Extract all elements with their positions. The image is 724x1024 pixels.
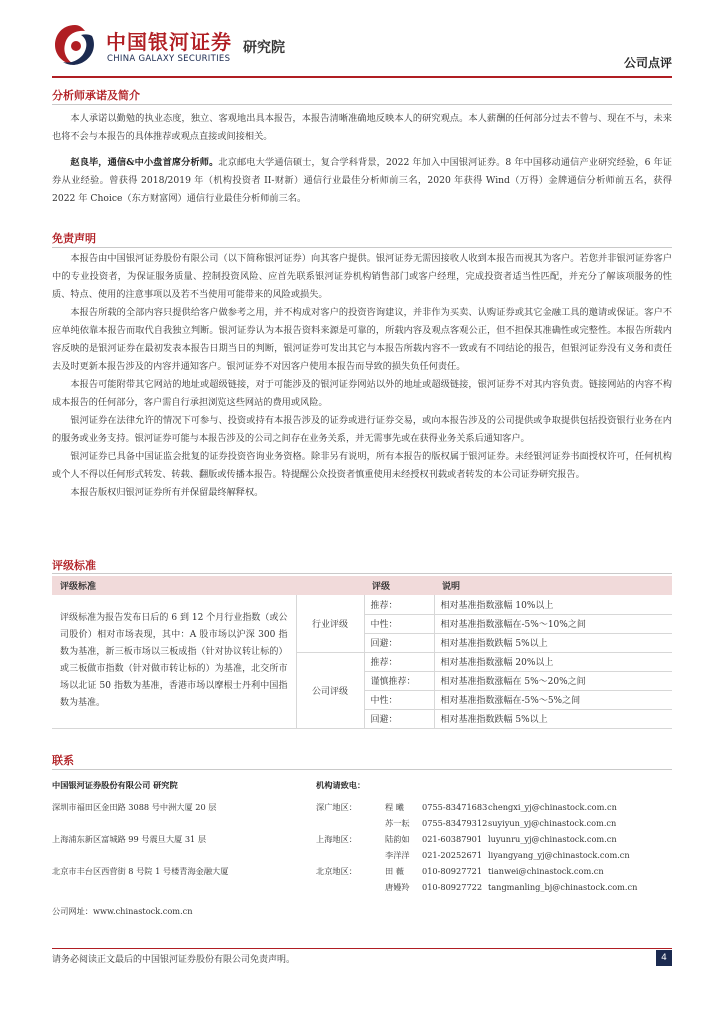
disclaimer-paragraph: 银河证券在法律允许的情况下可参与、投资或持有本报告涉及的证券或进行证券交易，或向本报告涉及的公司提供或争取提供包括投资银行业务在内的服务或业务支持。银河证券可能与本报告涉及的公司之间存在业务关系，并无需事先或在获得业务关系后通知客户。 [52,415,672,444]
table-row [52,595,672,614]
disclaimer-paragraph: 银河证券已具备中国证监会批复的证券投资咨询业务资格。除非另有说明，所有本报告的版权属于银河证券。未经银河证券书面授权许可，任何机构或个人不得以任何形式转发、转载、翻版或传播本报告。特提醒公众投资者慎重使用未经授权刊载或者转发的本公司证券研究报告。 [52,451,672,480]
rating-header-blank [296,576,364,595]
contact-email[interactable]: liyangyang_yj@chinastock.com.cn [488,850,630,860]
rating-value: 回避： [364,709,434,728]
page-header [0,0,724,80]
contact-name: 李洋洋 [385,850,410,860]
report-type: 公司点评 [623,56,672,70]
address-beijing: 北京市丰台区西营街 8 号院 1 号楼青海金融大厦 [52,866,229,876]
analyst-bio: 北京邮电大学通信硕士，复合学科背景，2022 年加入中国银河证券。8 年中国移动通信产业研究经验，6 年证券从业经验。曾获得 2018/2019 年（机构投资者 II-财新）通信行业最佳分析师前三名，2020 年获得 Wind（万得）金牌通信分析师前五名，获得 2022 年 Choice（东方财富网）通信行业最佳分析师前三名。 [52,157,672,204]
rating-section-title: 评级标准 [52,559,96,572]
contact-name: 陆韵如 [385,834,410,844]
analyst-section-divider [52,104,672,105]
rating-value: 回避： [364,633,434,652]
city-label: 深广地区： [316,802,357,812]
disclaimer-paragraph: 本报告可能附带其它网站的地址或超级链接，对于可能涉及的银河证券网站以外的地址或超级链接，银河证券不对其内容负责。链接网站的内容不构成本报告的任何部分，客户需自行承担浏览这些网站的费用或风险。 [52,379,672,408]
contact-phone: 021-60387901 [422,834,483,844]
address-shanghai: 上海浦东新区富城路 99 号震旦大厦 31 层 [52,834,207,844]
contact-email[interactable]: chengxi_yj@chinastock.com.cn [488,802,617,812]
rating-value: 推荐： [364,595,434,614]
address-shenzhen: 深圳市福田区金田路 3088 号中洲大厦 20 层 [52,802,217,812]
contact-block [52,780,672,940]
rating-desc: 相对基准指数涨幅 10%以上 [434,595,672,614]
analyst-commitment: 本人承诺以勤勉的执业态度，独立、客观地出具本报告，本报告清晰准确地反映本人的研究观点。本人薪酬的任何部分过去不曾与、现在不与，未来也将不会与本报告的具体推荐或观点直接或间接相关。 [52,113,672,142]
contact-name: 程 曦 [385,802,404,812]
contact-email[interactable]: tianwei@chinastock.com.cn [488,866,604,876]
contact-name: 唐嫚羚 [385,882,410,892]
rating-desc: 相对基准指数涨幅在-5%～5%之间 [434,690,672,709]
contact-name: 田 薇 [385,866,404,876]
rating-table-header [52,576,672,595]
footer-disclaimer-notice: 请务必阅读正文最后的中国银河证券股份有限公司免责声明。 [52,955,296,965]
rating-desc: 相对基准指数跌幅 5%以上 [434,709,672,728]
contact-email[interactable]: luyunru_yj@chinastock.com.cn [488,834,617,844]
footer-divider [52,948,672,949]
analyst-name: 赵良毕，通信&中小盘首席分析师。 [70,157,219,168]
contact-email[interactable]: suyiyun_yj@chinastock.com.cn [488,818,617,828]
disclaimer-paragraph: 本报告版权归银河证券所有并保留最终解释权。 [70,487,264,498]
analyst-section-title: 分析师承诺及简介 [52,89,140,102]
city-label: 北京地区： [316,866,357,876]
rating-desc: 相对基准指数跌幅 5%以上 [434,633,672,652]
logo-english-name: CHINA GALAXY SECURITIES [107,54,231,64]
contact-email[interactable]: tangmanling_bj@chinastock.com.cn [488,882,638,892]
rating-header-desc: 说明 [434,576,672,595]
city-label: 上海地区： [316,834,357,844]
contact-name: 苏一耘 [385,818,410,828]
rating-value: 中性： [364,690,434,709]
sales-contact-title: 机构请致电： [316,780,366,790]
analyst-bio-paragraph [52,154,672,208]
disclaimer-section-divider [52,247,672,248]
rating-desc: 相对基准指数涨幅在 5%～20%之间 [434,671,672,690]
galaxy-logo-icon [52,22,98,68]
company-rating-label: 公司评级 [296,652,364,728]
rating-header-standard: 评级标准 [52,576,296,595]
header-divider [52,76,672,78]
analyst-section-body [52,110,672,208]
disclaimer-paragraph: 本报告所载的全部内容只提供给客户做参考之用，并不构成对客户的投资咨询建议，并非作为买卖、认购证券或其它金融工具的邀请或保证。客户不应单纯依靠本报告而取代自我独立判断。银河证券认为本报告资料来源是可靠的，所载内容及观点客观公正，但不担保其准确性或完整性。本报告所载内容反映的是银河证券在最初发表本报告日期当日的判断，银河证券可发出其它与本报告所载内容不一致或有不同结论的报告，但银河证券没有义务和责任去及时更新本报告涉及的内容并通知客户。银河证券不对因客户使用本报告而导致的损失负任何责任。 [52,307,672,372]
rating-value: 中性： [364,614,434,633]
company-name: 中国银河证券股份有限公司 研究院 [52,780,178,790]
logo-chinese-name: 中国银河证券 [106,30,232,54]
rating-standard-description: 评级标准为报告发布日后的 6 到 12 个月行业指数（或公司股价）相对市场表现，其中：A 股市场以沪深 300 指数为基准，新三板市场以三板成指（针对协议转让标的）或三板做市指数（针对做市转让标的）为基准，北交所市场以北证 50 指数为基准，香港市场以摩根士丹利中国指数为基准。 [52,595,296,728]
company-website[interactable]: 公司网址：www.chinastock.com.cn [52,906,193,916]
contact-section-divider [52,769,672,770]
contact-phone: 010-80927722 [422,882,483,892]
disclaimer-body [52,250,672,502]
contact-phone: 010-80927721 [422,866,483,876]
rating-value: 推荐： [364,652,434,671]
contact-section-title: 联系 [52,754,74,767]
rating-table [52,576,672,729]
contact-phone: 0755-83479312 [422,818,488,828]
rating-section-divider [52,573,672,574]
rating-header-rating: 评级 [364,576,434,595]
contact-phone: 021-20252671 [422,850,483,860]
industry-rating-label: 行业评级 [296,595,364,652]
contact-phone: 0755-83471683 [422,802,488,812]
page-number: 4 [656,950,672,966]
rating-value: 谨慎推荐： [364,671,434,690]
rating-desc: 相对基准指数涨幅在-5%～10%之间 [434,614,672,633]
disclaimer-paragraph: 本报告由中国银河证券股份有限公司（以下简称银河证券）向其客户提供。银河证券无需因接收人收到本报告而视其为客户。若您并非银河证券客户中的专业投资者，为保证服务质量、控制投资风险、应首先联系银河证券机构销售部门或客户经理，完成投资者适当性匹配，并充分了解该项服务的性质、特点、使用的注意事项以及若不当使用可能带来的风险或损失。 [52,253,672,300]
research-institute-label: 研究院 [243,40,285,56]
disclaimer-section-title: 免责声明 [52,232,96,245]
rating-desc: 相对基准指数涨幅 20%以上 [434,652,672,671]
